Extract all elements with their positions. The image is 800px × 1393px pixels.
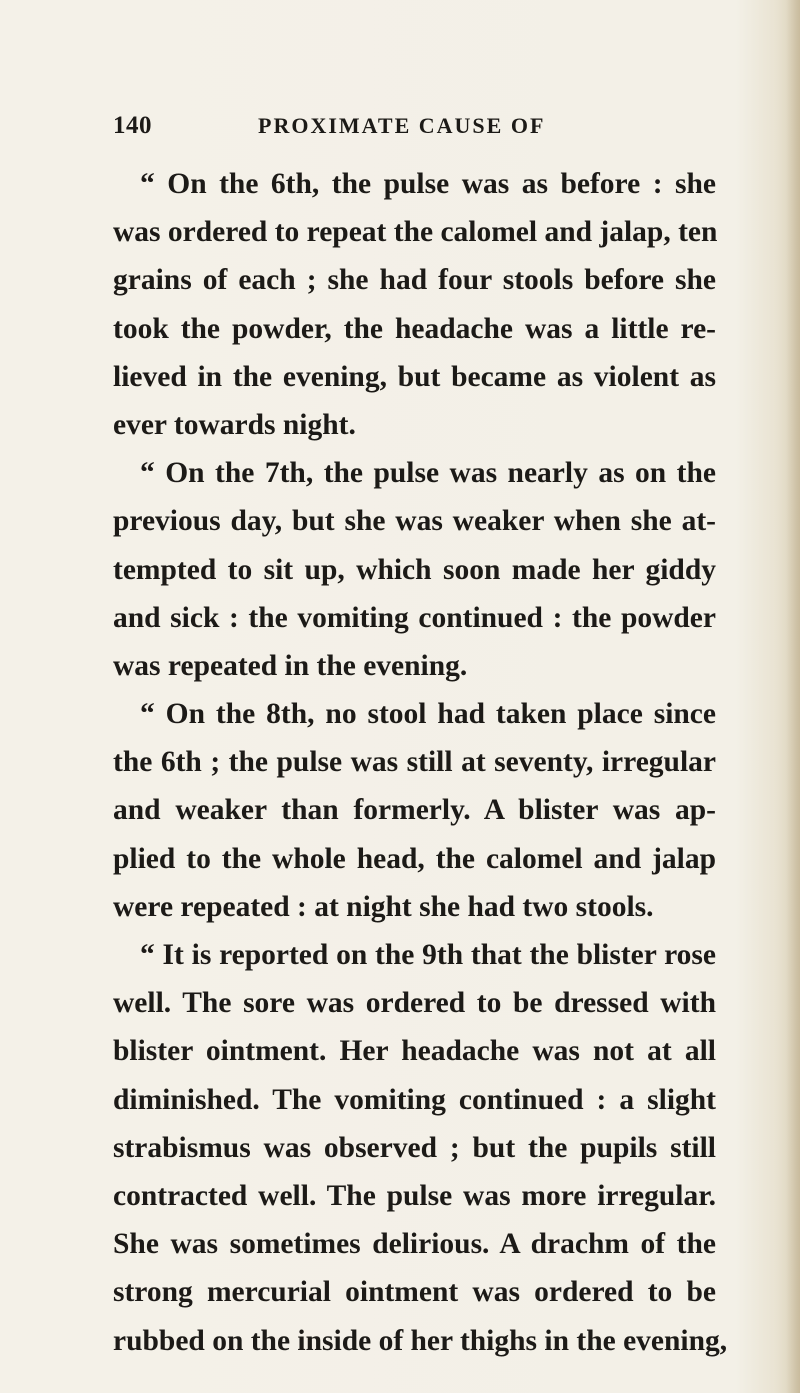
text-line: She was sometimes delirious. A drachm of the [113,1228,716,1261]
text-line: the 6th ; the pulse was still at seventy, irregular [113,746,716,779]
text-line: rubbed on the inside of her thighs in the evening, [113,1324,728,1357]
text-line: lieved in the evening, but became as violent as [113,360,716,393]
page-header [113,112,723,146]
text-line: grains of each ; she had four stools before she [113,264,716,297]
text-line: strong mercurial ointment was ordered to be [113,1276,716,1309]
running-head: PROXIMATE CAUSE OF [258,113,546,138]
text-line: previous day, but she was weaker when she at- [113,505,716,538]
text-line: ever towards night. [113,408,356,441]
text-line: and sick : the vomiting continued : the powder [113,601,716,634]
text-line: and weaker than formerly. A blister was ap- [113,794,716,827]
text-line: plied to the whole head, the calomel and jalap [113,842,716,875]
text-line: contracted well. The pulse was more irregular. [113,1179,716,1212]
page-edge-shadow [786,0,800,1393]
text-line: “ It is reported on the 9th that the blister rose [140,939,716,971]
text-line: was repeated in the evening. [113,649,468,682]
body-text [113,166,728,1371]
text-line: were repeated : at night she had two stools. [113,890,654,923]
text-line: “ On the 6th, the pulse was as before : she [140,168,716,200]
text-line: well. The sore was ordered to be dressed with [113,987,716,1020]
text-line: blister ointment. Her headache was not at all [113,1035,716,1068]
text-line: “ On the 7th, the pulse was nearly as on the [140,457,716,490]
text-line: “ On the 8th, no stool had taken place since [140,698,716,731]
text-line: was ordered to repeat the calomel and jalap, ten [113,216,718,249]
text-line: strabismus was observed ; but the pupils still [113,1131,716,1164]
text-line: tempted to sit up, which soon made her giddy [113,553,716,586]
page-number: 140 [113,112,152,139]
text-line: diminished. The vomiting continued : a slight [113,1083,716,1116]
text-line: took the powder, the headache was a little re- [113,312,716,345]
